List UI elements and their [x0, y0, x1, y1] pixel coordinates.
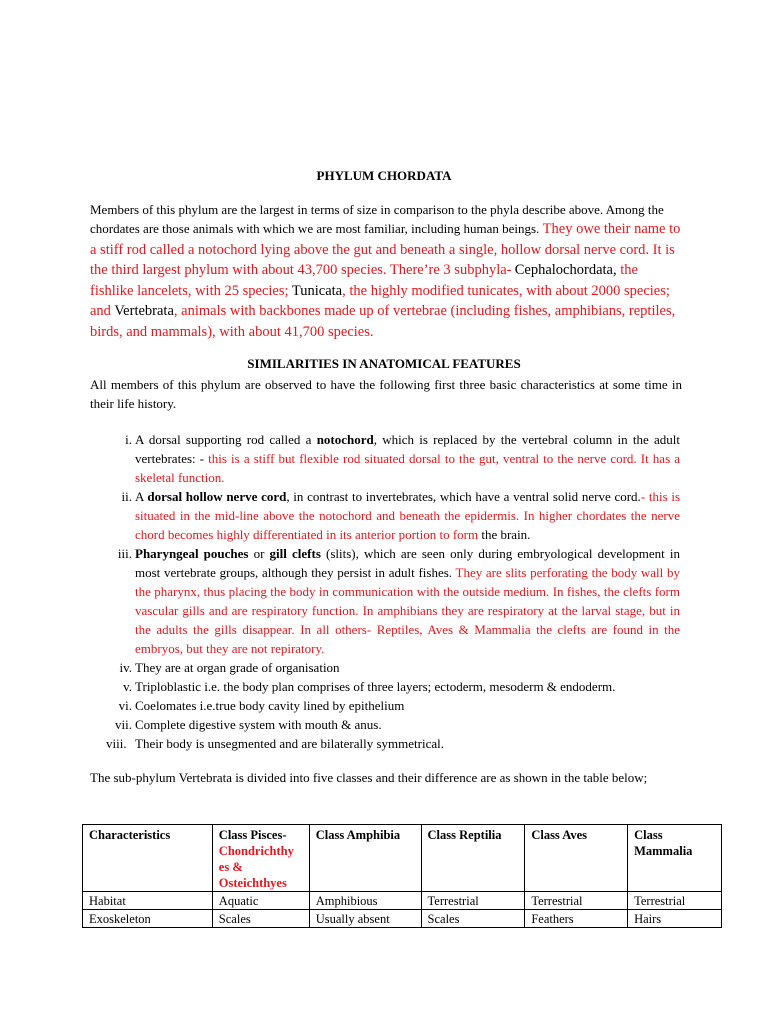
- page-title: PHYLUM CHORDATA: [316, 168, 452, 183]
- table-cell: Feathers: [525, 910, 628, 928]
- table-row: [83, 910, 722, 928]
- list-item: vi. Coelomates i.e.true body cavity lined by epithelium: [110, 696, 680, 715]
- table-cell: Usually absent: [309, 910, 421, 928]
- list-number: i.: [125, 432, 132, 447]
- header-class-reptilia: Class Reptilia: [421, 825, 525, 892]
- list-item: i. A dorsal supporting rod called a notochord, which is replaced by the vertebral column in the adult vertebrates: - this is a stiff but flexible rod situated dorsal to the gut, ventral to the nerve cord. It has a skeletal function.: [110, 430, 680, 487]
- table-cell: Terrestrial: [525, 892, 628, 910]
- intro-highlight: , the highly modified tunicates, with about 2000 species; and: [90, 282, 670, 319]
- list-item: iii. Pharyngeal pouches or gill clefts (slits), which are seen only during embryological development in most vertebrate groups, although they persist in adult fishes. They are slits perforating the body wall by the pharynx, thus placing the body in communication with the outside medium. In fishes, the clefts form vascular gills and are respiratory function. In amphibians they are respiratory at the larval stage, but in the adults the gills disappear. In all others- Reptiles, Aves & Mammalia the clefts are found in the embryos, but they are not repiratory.: [110, 544, 680, 658]
- list-item: vii. Complete digestive system with mouth & anus.: [110, 715, 680, 734]
- list-number: ii.: [121, 489, 132, 504]
- header-class-pisces: Class Pisces- Chondrichthy es & Osteichthyes: [212, 825, 309, 892]
- list-number: vi.: [118, 698, 132, 713]
- table-cell: Hairs: [628, 910, 722, 928]
- header-class-mammalia: Class Mammalia: [628, 825, 722, 892]
- subphylum-cephalochordata: Cephalochordata,: [514, 262, 617, 278]
- list-number: vii.: [115, 717, 132, 732]
- intro-highlight: , animals with backbones made up of vertebrae (including fishes, amphibians, reptiles, birds, and mammals), with about 41,700 species.: [90, 303, 676, 340]
- section-intro: All members of this phylum are observed to have the following first three basic characteristics at some time in their life history.: [90, 377, 682, 411]
- list-number: iv.: [119, 660, 132, 675]
- table-cell: Scales: [421, 910, 525, 928]
- table-cell: Scales: [212, 910, 309, 928]
- list-item: v. Triploblastic i.e. the body plan comprises of three layers; ectoderm, mesoderm & endoderm.: [110, 677, 680, 696]
- subphylum-tunicata: Tunicata: [291, 282, 343, 299]
- table-row: [83, 892, 722, 910]
- table-cell: Terrestrial: [628, 892, 722, 910]
- header-class-amphibia: Class Amphibia: [309, 825, 421, 892]
- table-cell: Exoskeleton: [83, 910, 213, 928]
- vertebrata-classes-table: [82, 824, 722, 928]
- header-class-aves: Class Aves: [525, 825, 628, 892]
- header-characteristics: Characteristics: [83, 825, 213, 892]
- table-header-row: [83, 825, 722, 892]
- intro-paragraph: [90, 200, 682, 342]
- list-number: iii.: [117, 546, 132, 561]
- list-item: ii. A dorsal hollow nerve cord, in contrast to invertebrates, which have a ventral solid nerve cord.- this is situated in the mid-line above the notochord and beneath the epidermis. In higher chordates the nerve chord becomes highly differentiated in its anterior portion to form the brain.: [110, 487, 680, 544]
- list-item: iv. They are at organ grade of organisation: [110, 658, 680, 677]
- table-cell: Habitat: [83, 892, 213, 910]
- table-cell: Aquatic: [212, 892, 309, 910]
- list-item: viii. Their body is unsegmented and are bilaterally symmetrical.: [106, 736, 445, 751]
- list-number: v.: [123, 679, 132, 694]
- intro-highlight: the fishlike lancelets, with 25 species;: [90, 262, 638, 299]
- subphylum-vertebrata: Vertebrata: [114, 303, 174, 319]
- intro-highlight: They owe their name to a stiff rod called a notochord lying above the gut and beneath a single, hollow dorsal nerve cord. It is the third largest phylum with about 43,700 species. There’re 3 subphyla-: [90, 221, 681, 278]
- list-number: viii.: [106, 736, 127, 751]
- table-cell: Terrestrial: [421, 892, 525, 910]
- intro-text: Members of this phylum are the largest in terms of size in comparison to the phyla describe above. Among the chordates are those animals with which we are most familiar, including human beings.: [90, 202, 664, 236]
- section-title: SIMILARITIES IN ANATOMICAL FEATURES: [247, 356, 521, 371]
- table-cell: Amphibious: [309, 892, 421, 910]
- table-intro: The sub-phylum Vertebrata is divided into five classes and their difference are as shown in the table below;: [90, 770, 648, 785]
- characteristics-list: [106, 430, 681, 753]
